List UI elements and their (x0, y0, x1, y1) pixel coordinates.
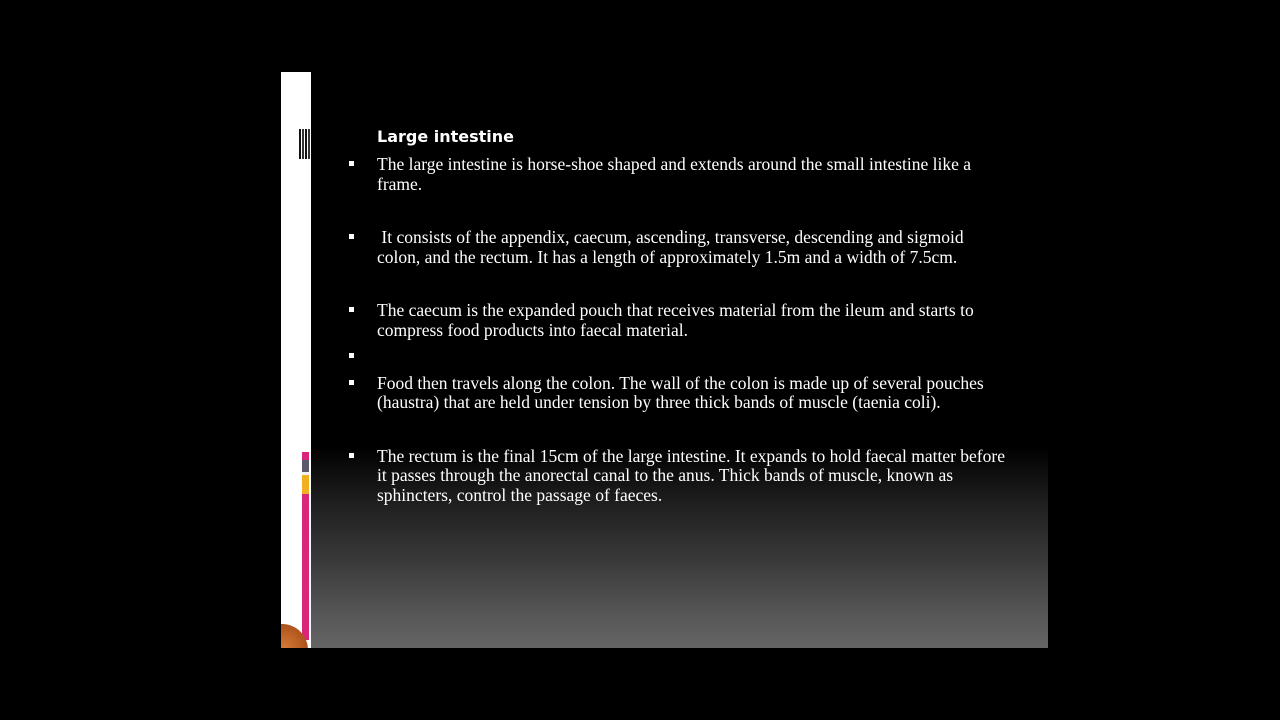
square-bullet-icon (349, 353, 354, 358)
bullet-spacer (347, 340, 1007, 347)
square-bullet-icon (349, 161, 354, 166)
bullet-item (347, 228, 1007, 267)
slide-title: Large intestine (377, 127, 515, 146)
slide-side-strip (281, 72, 311, 648)
bullet-item (347, 155, 1007, 194)
accent-bar-yellow (302, 475, 309, 494)
bullet-text: It consists of the appendix, caecum, ascending, transverse, descending and sigmoid colon, and the rectum. It has a length of approximately 1.5m and a width of 7.5cm. (377, 227, 968, 267)
square-bullet-icon (349, 380, 354, 385)
bullet-spacer (347, 194, 1007, 228)
bullet-list (347, 154, 1010, 505)
presentation-slide (281, 72, 1048, 648)
barcode-decoration (299, 129, 311, 159)
bullet-text: The large intestine is horse-shoe shaped and extends around the small intestine like a frame. (377, 154, 976, 194)
accent-bar-magenta (302, 494, 309, 640)
bullet-item (347, 374, 1007, 413)
bullet-text: The rectum is the final 15cm of the large intestine. It expands to hold faecal matter before it passes through the anorectal canal to the anus. Thick bands of muscle, known as sphincters, control the passage of faeces. (377, 445, 1010, 505)
bullet-item (347, 301, 1007, 340)
square-bullet-icon (349, 234, 354, 239)
bullet-text: Food then travels along the colon. The wall of the colon is made up of several pouches (haustra) that are held under tension by three thick bands of muscle (taenia coli). (377, 372, 989, 412)
accent-bar-magenta-top (302, 452, 309, 460)
bullet-item-empty (347, 347, 1007, 367)
square-bullet-icon (349, 307, 354, 312)
accent-bar-gray (302, 460, 309, 472)
bullet-spacer (347, 267, 1007, 301)
square-bullet-icon (349, 453, 354, 458)
bullet-item (347, 445, 1010, 506)
bullet-spacer (347, 413, 1007, 447)
bullet-text (377, 347, 1007, 367)
bullet-text: The caecum is the expanded pouch that receives material from the ileum and starts to compress food products into faecal material. (377, 300, 979, 340)
